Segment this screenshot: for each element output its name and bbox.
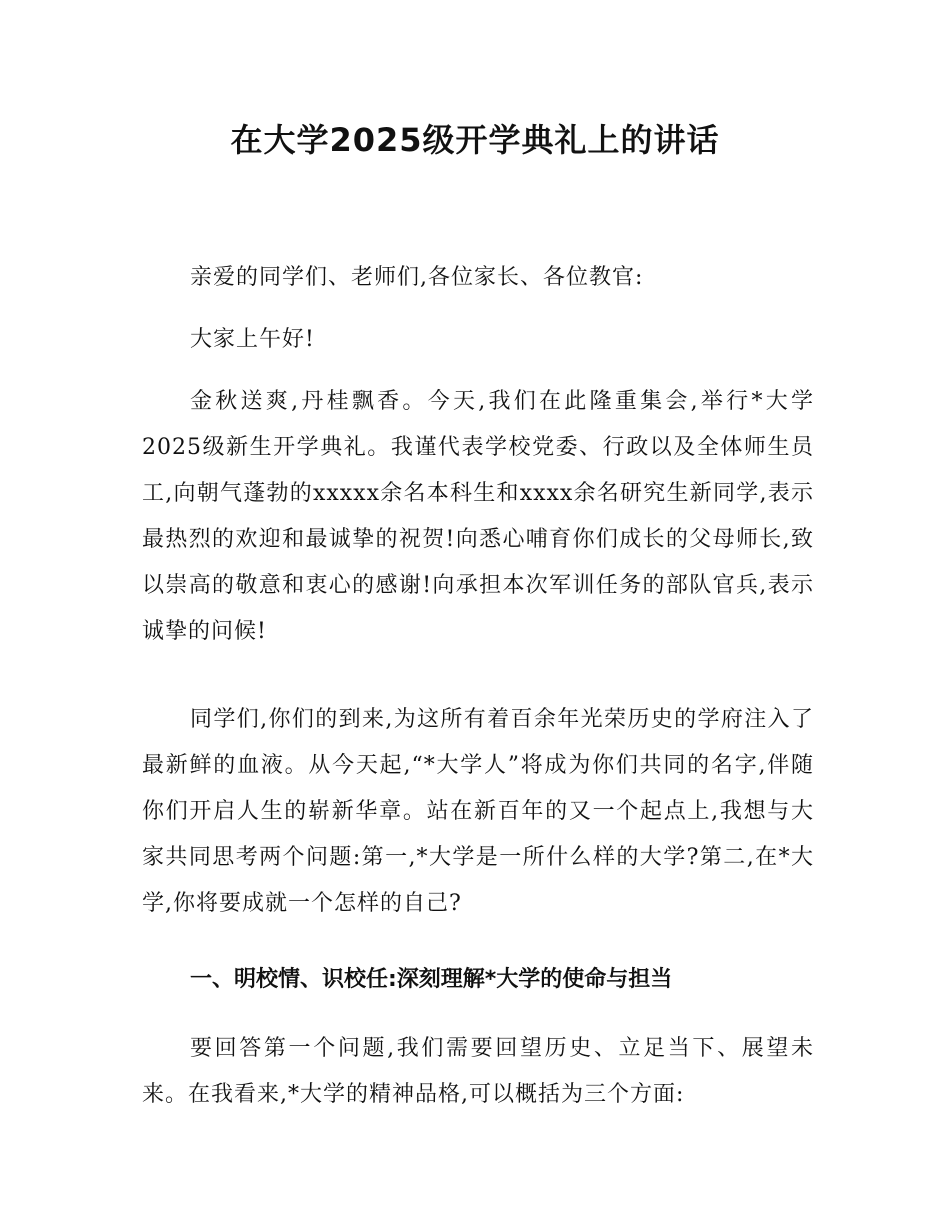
questions-paragraph: 同学们,你们的到来,为这所有着百余年光荣历史的学府注入了最新鲜的血液。从今天起,“*大学人”将成为你们共同的名字,伴随你们开启人生的崭新华章。站在新百年的又一个起点上,我想与大家共同思考两个问题:第一,*大学是一所什么样的大学?第二,在*大学,你将要成就一个怎样的自己? bbox=[142, 707, 814, 916]
welcome-paragraph: 金秋送爽,丹桂飘香。今天,我们在此隆重集会,举行*大学2025级新生开学典礼。我谨代表学校党委、行政以及全体师生员工,向朝气蓬勃的xxxxx余名本科生和xxxx余名研究生新同学,表示最热烈的欢迎和最诚挚的祝贺!向悉心哺育你们成长的父母师长,致以崇高的敬意和衷心的感谢!向承担本次军训任务的部队官兵,表示诚挚的问候! bbox=[142, 389, 814, 644]
speech-title: 在大学2025级开学典礼上的讲话 bbox=[230, 121, 720, 159]
salutation-paragraph: 亲爱的同学们、老师们,各位家长、各位教官: bbox=[190, 265, 644, 290]
section-heading-one: 一、明校情、识校任:深刻理解*大学的使命与担当 bbox=[190, 967, 673, 992]
section-one-intro-paragraph: 要回答第一个问题,我们需要回望历史、立足当下、展望未来。在我看来,*大学的精神品格,可以概括为三个方面: bbox=[142, 1036, 814, 1107]
greeting-paragraph: 大家上午好! bbox=[190, 327, 315, 352]
